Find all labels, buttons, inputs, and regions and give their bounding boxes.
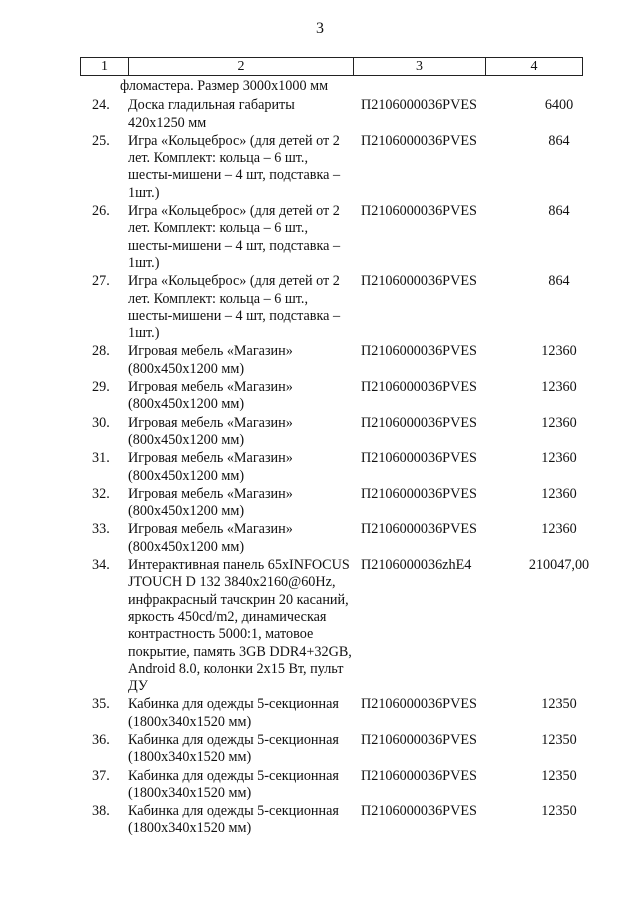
item-price: 864 <box>548 203 570 220</box>
table-row <box>80 521 600 556</box>
table-row <box>80 696 600 731</box>
table-row <box>80 343 600 378</box>
table-header <box>80 57 583 76</box>
item-number: 33. <box>92 521 110 538</box>
item-name: Игровая мебель «Магазин» (800x450x1200 мм) <box>128 379 293 413</box>
item-name: Кабинка для одежды 5-секционная (1800x340x1520 мм) <box>128 803 339 837</box>
item-price: 12360 <box>541 414 577 431</box>
item-number: 29. <box>92 379 110 396</box>
continued-row <box>80 78 600 95</box>
table-row <box>80 803 600 838</box>
item-number: 27. <box>92 273 110 290</box>
table-row <box>80 133 600 202</box>
item-code: П2106000036PVES <box>361 521 477 538</box>
item-name: Игра «Кольцеброс» (для детей от 2 лет. Комплект: кольца – 6 шт., шесты-мишени – 4 шт, подставка – 1шт.) <box>128 273 341 342</box>
item-code: П2106000036PVES <box>361 803 477 820</box>
item-code: П2106000036PVES <box>361 97 477 114</box>
item-name: Игра «Кольцеброс» (для детей от 2 лет. Комплект: кольца – 6 шт., шесты-мишени – 4 шт, подставка – 1шт.) <box>128 203 341 271</box>
item-price: 864 <box>548 273 570 290</box>
item-code: П2106000036zhE4 <box>361 557 472 574</box>
item-price: 210047,00 <box>528 557 590 574</box>
table-row <box>80 415 600 450</box>
item-code: П2106000036PVES <box>361 696 477 713</box>
item-code: П2106000036PVES <box>361 767 477 784</box>
item-name: Кабинка для одежды 5-секционная (1800x340x1520 мм) <box>128 696 339 730</box>
item-number: 37. <box>92 767 110 784</box>
table-row <box>80 557 600 695</box>
item-code: П2106000036PVES <box>361 273 477 290</box>
table-row <box>80 203 600 272</box>
item-number: 38. <box>92 803 110 820</box>
item-number: 32. <box>92 485 110 502</box>
item-number: 30. <box>92 414 110 431</box>
item-name: Игровая мебель «Магазин» (800x450x1200 мм) <box>128 414 293 448</box>
item-name: Кабинка для одежды 5-секционная (1800x340x1520 мм) <box>128 731 339 766</box>
item-name: Игровая мебель «Магазин» (800x450x1200 мм) <box>128 450 293 484</box>
header-col-1: 1 <box>81 58 129 76</box>
item-price: 12360 <box>541 343 577 360</box>
page-number: 3 <box>316 20 324 37</box>
item-number: 26. <box>92 203 110 220</box>
item-price: 12360 <box>541 485 577 502</box>
item-number: 36. <box>92 731 110 748</box>
item-number: 31. <box>92 450 110 467</box>
item-code: П2106000036PVES <box>361 731 477 748</box>
item-number: 28. <box>92 343 110 360</box>
item-code: П2106000036PVES <box>361 203 477 220</box>
item-price: 12350 <box>541 696 577 713</box>
item-number: 35. <box>92 696 110 713</box>
item-price: 12350 <box>541 731 577 748</box>
item-rows <box>80 97 600 837</box>
item-name: Игровая мебель «Магазин» (800x450x1200 мм) <box>128 521 293 555</box>
header-col-4: 4 <box>486 58 583 76</box>
table-row <box>80 97 600 132</box>
items-table <box>80 78 600 838</box>
item-name: Игровая мебель «Магазин» (800x450x1200 мм) <box>128 343 293 377</box>
item-name: Доска гладильная габариты 420x1250 мм <box>128 97 295 131</box>
item-number: 34. <box>92 557 110 574</box>
item-price: 12360 <box>541 450 577 467</box>
item-code: П2106000036PVES <box>361 414 477 431</box>
item-name: Интерактивная панель 65xINFOCUS JTOUCH D 132 3840x2160@60Hz, инфракрасный тачскрин 20 касаний, яркость 450cd/m2, динамическая контрастность 5000:1, матовое покрытие, память 3GB DDR4+32GB, Android 8.0, колонки 2x15 Вт, пульт ДУ <box>128 557 352 695</box>
item-code: П2106000036PVES <box>361 379 477 396</box>
header-col-2: 2 <box>129 58 354 76</box>
table-row <box>80 450 600 485</box>
table-row <box>80 486 600 521</box>
item-number: 25. <box>92 132 110 149</box>
item-code: П2106000036PVES <box>361 132 477 149</box>
item-code: П2106000036PVES <box>361 343 477 360</box>
item-name: Игра «Кольцеброс» (для детей от 2 лет. Комплект: кольца – 6 шт., шесты-мишени – 4 шт, подставка – 1шт.) <box>128 132 341 201</box>
item-price: 6400 <box>544 97 574 114</box>
item-price: 864 <box>548 132 570 149</box>
table-row <box>80 273 600 342</box>
item-name: Кабинка для одежды 5-секционная (1800x340x1520 мм) <box>128 767 339 801</box>
item-price: 12350 <box>541 767 577 784</box>
table-row <box>80 732 600 767</box>
table-row <box>80 768 600 803</box>
item-price: 12350 <box>541 803 577 820</box>
item-name: Игровая мебель «Магазин» (800x450x1200 мм) <box>128 485 293 520</box>
table-row <box>80 379 600 414</box>
item-code: П2106000036PVES <box>361 485 477 502</box>
item-code: П2106000036PVES <box>361 450 477 467</box>
header-col-3: 3 <box>354 58 486 76</box>
continued-text: фломастера. Размер 3000x1000 мм <box>120 78 329 94</box>
item-number: 24. <box>92 97 110 114</box>
item-price: 12360 <box>541 521 577 538</box>
item-price: 12360 <box>541 379 577 396</box>
